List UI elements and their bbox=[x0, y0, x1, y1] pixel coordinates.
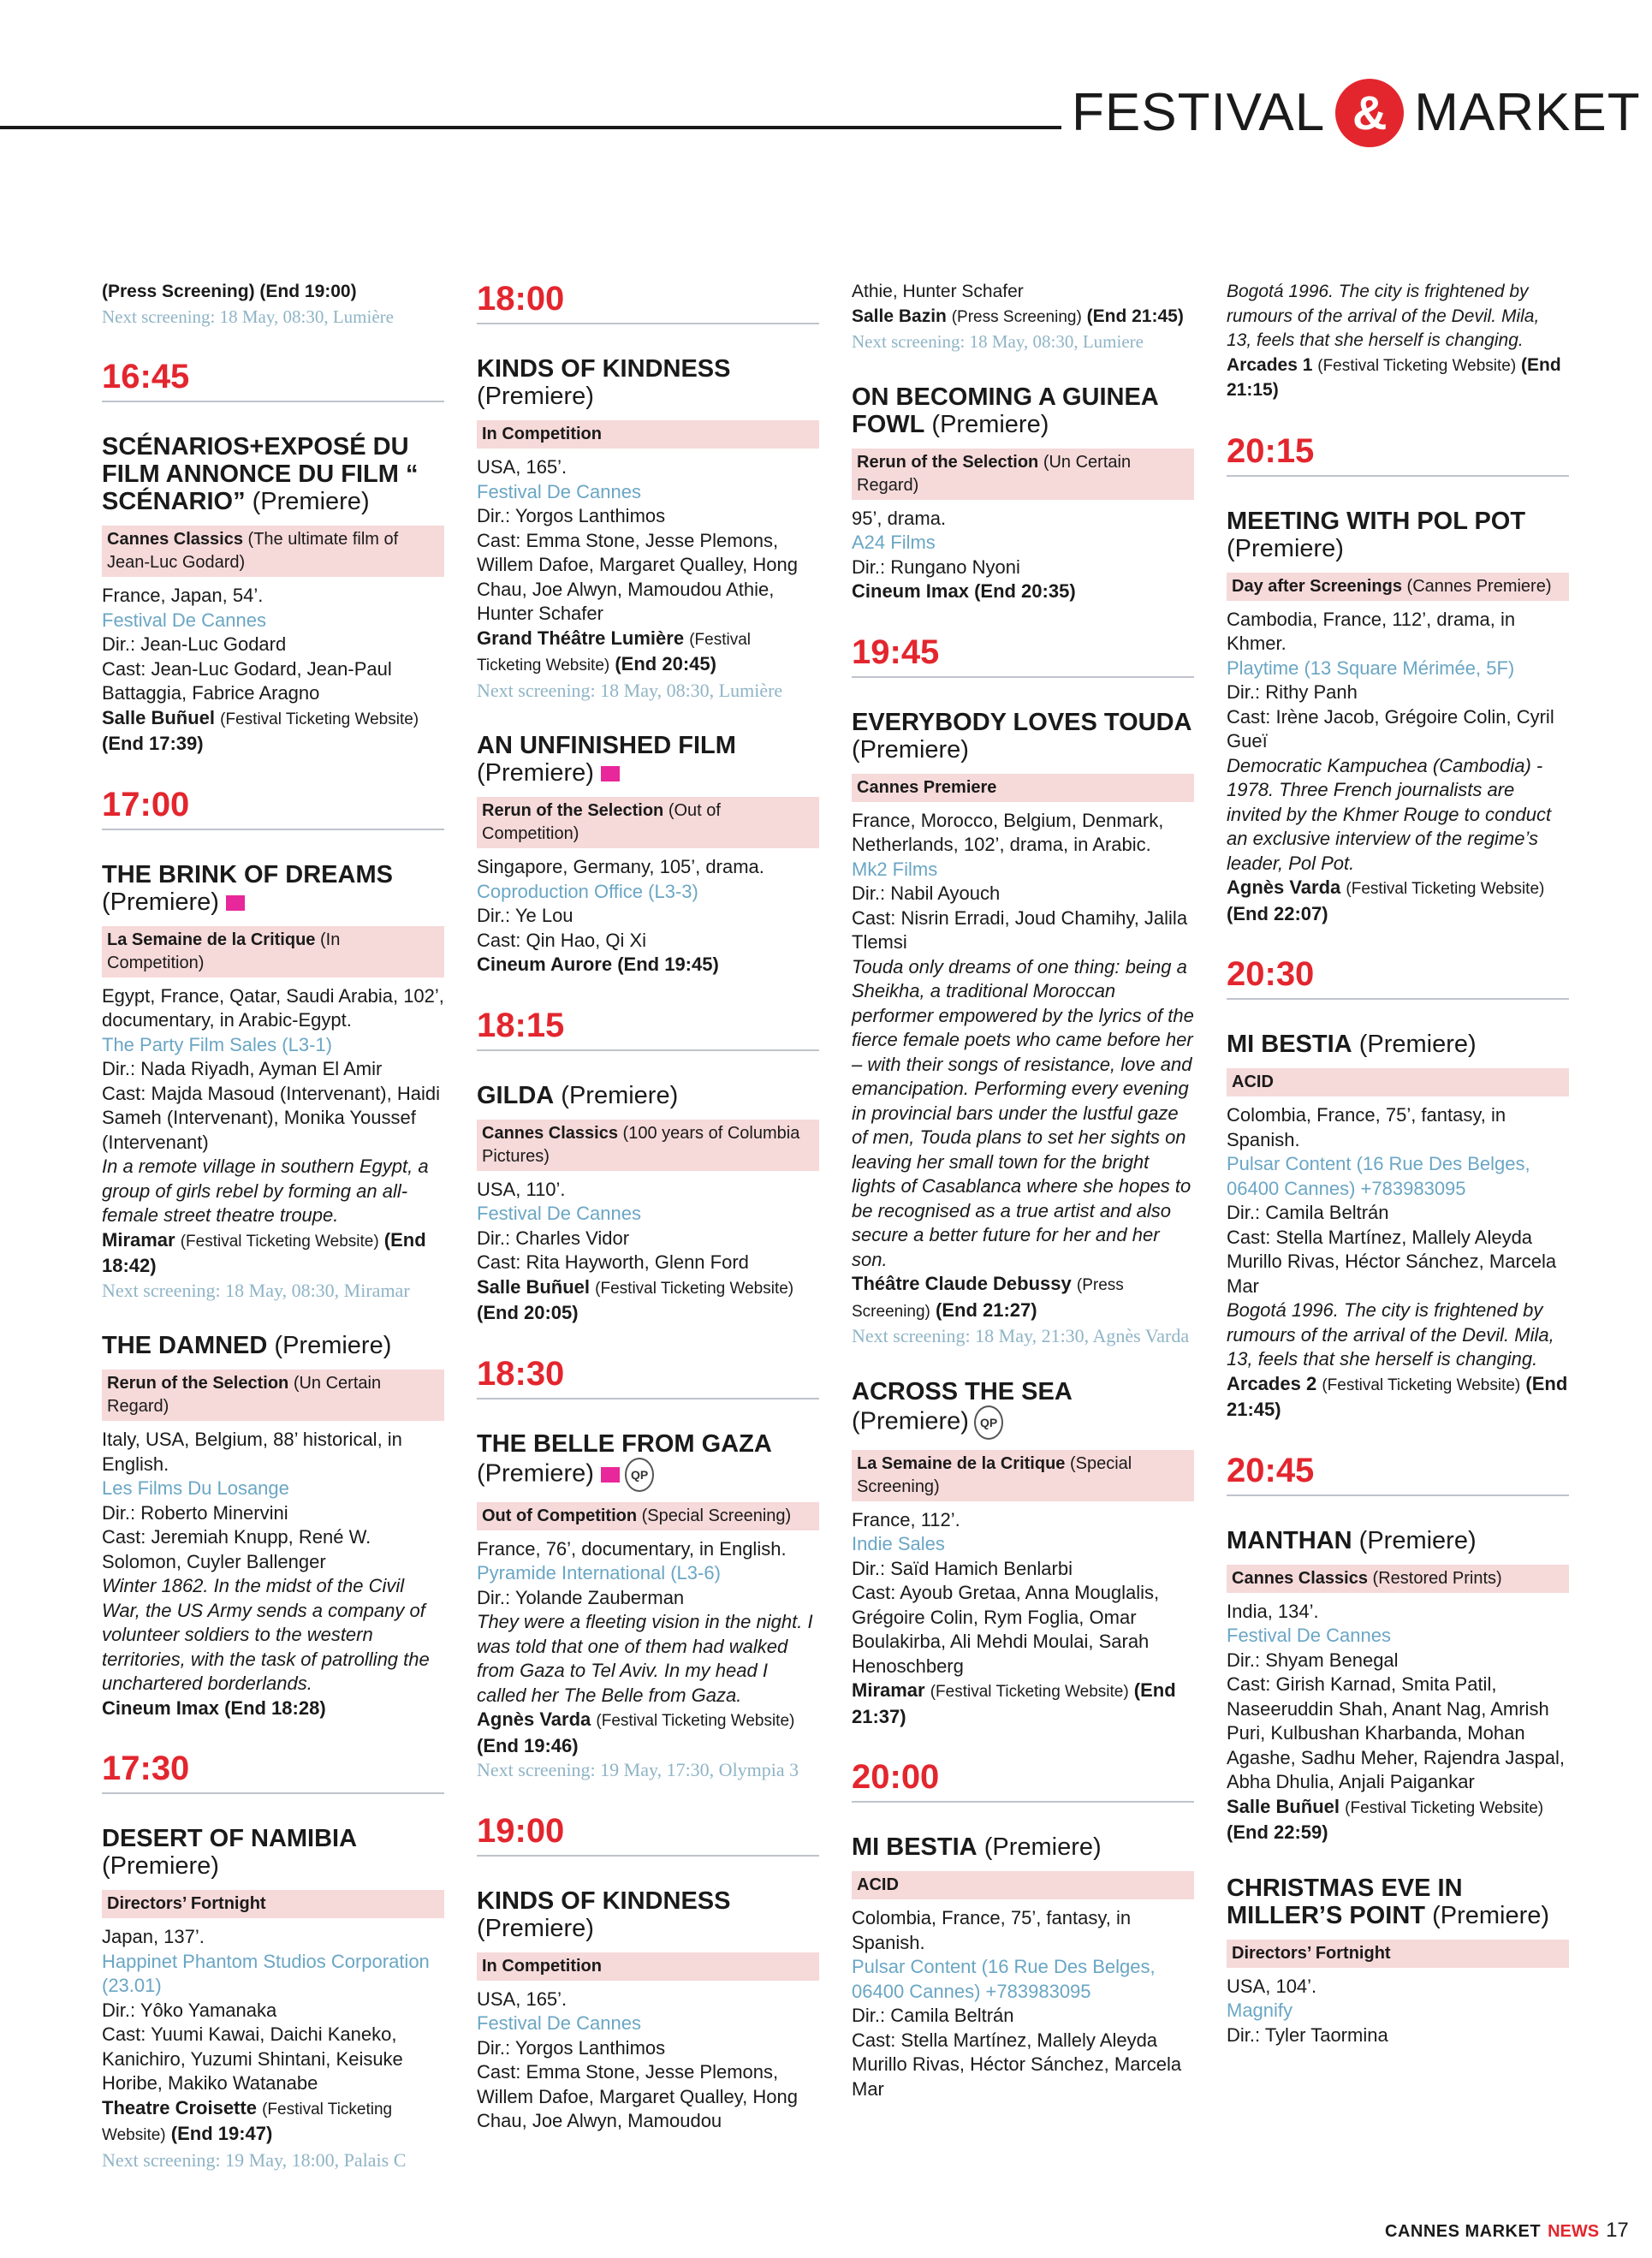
section-name: La Semaine de la Critique bbox=[107, 930, 316, 949]
section-name: ACID bbox=[1232, 1073, 1274, 1091]
film-synopsis: Touda only dreams of one thing: being a Sheikha, a traditional Moroccan performer empowered by the lyrics of the fierce female poets who came before her – with their songs of resistance, love and emancipation. Performing every evening in provincial bars under the lustful gaze of men, Touda plans to set her sights on leaving her small town for the bright lights of Casablanca where she hopes to be recognised as a true artist and also secure a better future for her and her son. bbox=[852, 955, 1194, 1270]
sales-company-link: Mk2 Films bbox=[852, 858, 938, 880]
pink-marker-icon bbox=[226, 895, 245, 911]
section-bar bbox=[477, 1952, 819, 1981]
next-screening: Next screening: 19 May, 18:00, Palais C bbox=[102, 2148, 407, 2171]
film-entry bbox=[1227, 508, 1569, 927]
section-bar bbox=[852, 1450, 1194, 1501]
section-name: Rerun of the Selection bbox=[482, 801, 664, 820]
end-time: (End 18:42) bbox=[102, 1228, 426, 1276]
film-title-line bbox=[102, 1825, 444, 1880]
premiere-label: (Premiere) bbox=[477, 759, 594, 787]
film-director: Dir.: Shyam Benegal bbox=[1227, 1649, 1399, 1671]
screening-venue-line bbox=[102, 1696, 444, 1721]
ampersand-badge: & bbox=[1335, 79, 1404, 147]
pink-marker-icon bbox=[601, 1467, 620, 1483]
film-director: Dir.: Nada Riyadh, Ayman El Amir bbox=[102, 1058, 383, 1079]
film-director: Dir.: Charles Vidor bbox=[477, 1227, 630, 1249]
film-entry bbox=[852, 1833, 1194, 2101]
film-title-line bbox=[102, 1332, 444, 1359]
screening-venue-line bbox=[102, 706, 444, 757]
section-note: (Out of Competition) bbox=[482, 801, 721, 843]
premiere-label: (Premiere) bbox=[477, 1459, 594, 1488]
premiere-label: (Premiere) bbox=[1358, 1526, 1477, 1554]
film-title-line bbox=[1227, 1031, 1569, 1058]
section-note: (Cannes Premiere) bbox=[1406, 576, 1552, 596]
next-screening: Next screening: 19 May, 17:30, Olympia 3 bbox=[477, 1759, 799, 1780]
film-director: Dir.: Nabil Ayouch bbox=[852, 882, 1001, 904]
film-info: Cambodia, France, 112’, drama, in Khmer. bbox=[1227, 608, 1516, 654]
film-entry bbox=[1227, 1527, 1569, 1845]
film-entry bbox=[1227, 1875, 1569, 2048]
section-bar bbox=[1227, 1565, 1569, 1593]
screening-venue-line bbox=[102, 280, 444, 305]
sales-company-link: Magnify bbox=[1227, 2000, 1293, 2021]
film-director: Dir.: Yolande Zauberman bbox=[477, 1586, 685, 1608]
venue-name: Arcades 2 bbox=[1227, 1372, 1317, 1394]
film-synopsis: They were a fleeting vision in the night. I was told that one of them had walked from Gaza to Tel Aviv. In my head I called her The Belle from Gaza. bbox=[477, 1611, 813, 1706]
film-title-line bbox=[1227, 508, 1569, 562]
premiere-label: (Premiere) bbox=[1432, 1901, 1550, 1929]
film-cast: Cast: Stella Martínez, Mallely Aleyda Murillo Rivas, Héctor Sánchez, Marcela Mar bbox=[1227, 1226, 1557, 1297]
film-director: Dir.: Tyler Taormina bbox=[1227, 2023, 1388, 2046]
screening-venue-line bbox=[852, 1272, 1194, 1324]
sales-company-link: Happinet Phantom Studios Corporation (23.01) bbox=[102, 1950, 430, 1996]
footer-brand: CANNES MARKET bbox=[1385, 2222, 1542, 2241]
section-name: Cannes Classics bbox=[482, 1123, 618, 1143]
premiere-label: (Premiere) bbox=[477, 1914, 594, 1942]
film-title-line bbox=[852, 1378, 1194, 1440]
screening-venue-line bbox=[852, 579, 1194, 604]
film-title: EVERYBODY LOVES TOUDA bbox=[852, 708, 1192, 736]
sales-company-link: Pulsar Content (16 Rue Des Belges, 06400 Cannes) +783983095 bbox=[1227, 1153, 1530, 1199]
time-slot-heading: 17:00 bbox=[102, 786, 444, 830]
column-3 bbox=[852, 280, 1194, 2130]
section-name: Cannes Premiere bbox=[857, 777, 997, 797]
film-entry bbox=[852, 383, 1194, 604]
premiere-label: (Premiere) bbox=[252, 488, 370, 515]
film-title: MANTHAN bbox=[1227, 1526, 1352, 1554]
venue-name: Theatre Croisette bbox=[102, 2096, 257, 2118]
venue-name: Cineum Imax bbox=[102, 1696, 219, 1719]
film-cast: Cast: Nisrin Erradi, Joud Chamihy, Jalila Tlemsi bbox=[852, 906, 1188, 953]
screening-venue-line bbox=[1227, 1795, 1569, 1845]
venue-name: Théâtre Claude Debussy bbox=[852, 1273, 1072, 1294]
film-entry bbox=[477, 1082, 819, 1326]
time-slot-heading: 19:45 bbox=[852, 633, 1194, 678]
venue-note: (Festival Ticketing Website) bbox=[180, 1232, 379, 1251]
section-name: Rerun of the Selection bbox=[107, 1374, 289, 1393]
film-synopsis: In a remote village in southern Egypt, a group of girls rebel by forming an all-female street theatre troupe. bbox=[102, 1156, 429, 1226]
end-time: (End 17:39) bbox=[102, 733, 204, 754]
queer-palm-icon: QP bbox=[625, 1458, 654, 1492]
time-slot-heading: 16:45 bbox=[102, 358, 444, 402]
section-name: ACID bbox=[857, 1875, 899, 1894]
film-director: Dir.: Yorgos Lanthimos bbox=[477, 505, 666, 526]
sales-company-link: Playtime (13 Square Mérimée, 5F) bbox=[1227, 657, 1515, 679]
sales-company-link: Indie Sales bbox=[852, 1533, 945, 1554]
sales-company-link: Festival De Cannes bbox=[102, 609, 266, 631]
film-title-line bbox=[852, 383, 1194, 438]
section-name: Directors’ Fortnight bbox=[107, 1894, 266, 1913]
premiere-label: (Premiere) bbox=[931, 410, 1049, 438]
section-note: (Special Screening) bbox=[641, 1506, 792, 1525]
film-cast: Cast: Stella Martínez, Mallely Aleyda Murillo Rivas, Héctor Sánchez, Marcela Mar bbox=[852, 2029, 1182, 2100]
next-screening: Next screening: 18 May, 08:30, Miramar bbox=[102, 1279, 410, 1301]
section-bar bbox=[852, 449, 1194, 500]
film-director: Dir.: Yorgos Lanthimos bbox=[477, 2036, 666, 2059]
film-director: Dir.: Rithy Panh bbox=[1227, 681, 1358, 703]
film-entry bbox=[852, 1378, 1194, 1730]
time-slot-heading: 18:30 bbox=[477, 1355, 819, 1399]
next-screening: Next screening: 18 May, 08:30, Lumière bbox=[102, 306, 394, 327]
film-info: 95’, drama. bbox=[852, 507, 947, 529]
venue-name: Agnès Varda bbox=[477, 1708, 591, 1730]
premiere-label: (Premiere) bbox=[102, 888, 219, 916]
section-bar bbox=[102, 1890, 444, 1918]
section-header bbox=[1072, 79, 1641, 147]
end-time: (End 21:37) bbox=[852, 1679, 1176, 1727]
continued-entry bbox=[1227, 280, 1569, 403]
continued-synopsis: Bogotá 1996. The city is frightened by rumours of the arrival of the Devil. Mila, 13, feels that she herself is changing. bbox=[1227, 282, 1540, 350]
film-cast: Cast: Emma Stone, Jesse Plemons, Willem Dafoe, Margaret Qualley, Hong Chau, Joe Alwyn, Mamoudou bbox=[477, 2061, 798, 2131]
film-title-line bbox=[852, 709, 1194, 764]
section-name: Rerun of the Selection bbox=[857, 452, 1039, 472]
film-director: Dir.: Camila Beltrán bbox=[852, 2005, 1014, 2026]
section-bar bbox=[477, 1120, 819, 1171]
film-entry bbox=[477, 732, 819, 977]
end-time: (End 18:28) bbox=[224, 1696, 326, 1719]
next-screening: Next screening: 18 May, 08:30, Lumiere bbox=[852, 331, 1144, 352]
film-synopsis: Winter 1862. In the midst of the Civil War, the US Army sends a company of volunteer soldiers to the western territories, with the task of patrolling the unchartered borderlands. bbox=[102, 1575, 430, 1694]
venue-note: (Press Screening) bbox=[951, 307, 1082, 326]
film-title: KINDS OF KINDNESS bbox=[477, 1887, 731, 1915]
film-entry bbox=[102, 1825, 444, 2172]
film-cast: Cast: Yuumi Kawai, Daichi Kaneko, Kanichiro, Yuzumi Shintani, Keisuke Horibe, Makiko Watanabe bbox=[102, 2023, 403, 2094]
film-director: Dir.: Roberto Minervini bbox=[102, 1501, 288, 1524]
screening-venue-line bbox=[477, 627, 819, 679]
section-note: (In Competition) bbox=[107, 930, 341, 972]
premiere-label: (Premiere) bbox=[852, 1407, 969, 1435]
film-info: Egypt, France, Qatar, Saudi Arabia, 102’, documentary, in Arabic-Egypt. bbox=[102, 984, 444, 1031]
film-info: Colombia, France, 75’, fantasy, in Spanish. bbox=[852, 1907, 1132, 1953]
film-info: Japan, 137’. bbox=[102, 1926, 205, 1947]
section-name: Out of Competition bbox=[482, 1506, 638, 1525]
section-name: Day after Screenings bbox=[1232, 576, 1402, 596]
end-time: (End 21:27) bbox=[936, 1298, 1037, 1321]
film-title: AN UNFINISHED FILM bbox=[477, 732, 736, 759]
section-bar bbox=[102, 1370, 444, 1421]
sales-company-link: Les Films Du Losange bbox=[102, 1477, 289, 1499]
venue-note: (Festival Ticketing Website) bbox=[477, 630, 751, 674]
section-name: In Competition bbox=[482, 425, 602, 443]
venue-note: (Festival Ticketing Website) bbox=[1346, 880, 1545, 898]
venue-name: Salle Buñuel bbox=[477, 1275, 591, 1298]
section-note: (100 years of Columbia Pictures) bbox=[482, 1123, 800, 1166]
film-info: France, 112’. bbox=[852, 1508, 960, 1530]
venue-note: (Festival Ticketing Website) bbox=[1317, 356, 1517, 375]
venue-note: (Festival Ticketing Website) bbox=[102, 2100, 393, 2144]
film-director: Dir.: Jean-Luc Godard bbox=[102, 633, 287, 655]
section-bar bbox=[477, 797, 819, 848]
film-title: KINDS OF KINDNESS bbox=[477, 355, 731, 383]
time-slot-heading: 17:30 bbox=[102, 1750, 444, 1794]
screening-venue-line bbox=[102, 1228, 444, 1279]
screening-venue-line bbox=[102, 2096, 444, 2148]
premiere-label: (Premiere) bbox=[1358, 1031, 1477, 1058]
film-title: MEETING WITH POL POT bbox=[1227, 507, 1526, 535]
section-name: Directors’ Fortnight bbox=[1232, 1943, 1391, 1963]
film-cast: Cast: Irène Jacob, Grégoire Colin, Cyril Gueï bbox=[1227, 705, 1554, 752]
film-title: MI BESTIA bbox=[1227, 1031, 1352, 1058]
sales-company-link: Festival De Cannes bbox=[477, 480, 641, 502]
header-word-festival: FESTIVAL bbox=[1072, 83, 1326, 142]
venue-name: Salle Buñuel bbox=[102, 706, 216, 728]
premiere-label: (Premiere) bbox=[102, 1852, 219, 1880]
section-bar bbox=[102, 926, 444, 977]
sales-company-link: Festival De Cannes bbox=[477, 1203, 641, 1224]
end-time: (End 20:05) bbox=[477, 1302, 579, 1323]
film-director: Dir.: Saïd Hamich Benlarbi bbox=[852, 1557, 1073, 1579]
end-time: (End 22:07) bbox=[1227, 902, 1328, 924]
film-entry bbox=[477, 1430, 819, 1783]
film-title-line bbox=[477, 355, 819, 410]
film-title: THE BRINK OF DREAMS bbox=[102, 860, 393, 888]
film-title: GILDA bbox=[477, 1081, 555, 1109]
film-cast: Cast: Qin Hao, Qi Xi bbox=[477, 929, 647, 951]
venue-name: Miramar bbox=[102, 1228, 175, 1251]
pink-marker-icon bbox=[601, 766, 620, 781]
film-title: CHRISTMAS EVE IN MILLER’S POINT bbox=[1227, 1874, 1463, 1929]
premiere-label: (Premiere) bbox=[1227, 534, 1344, 562]
footer-news: NEWS bbox=[1548, 2222, 1600, 2241]
section-name: La Semaine de la Critique bbox=[857, 1453, 1066, 1473]
premiere-label: (Premiere) bbox=[274, 1332, 392, 1359]
film-title: MI BESTIA bbox=[852, 1833, 978, 1861]
venue-note: (Festival Ticketing Website) bbox=[1322, 1376, 1521, 1394]
column-2 bbox=[477, 280, 819, 2163]
time-slot-heading: 20:30 bbox=[1227, 955, 1569, 1000]
film-entry bbox=[852, 709, 1194, 1349]
film-info: USA, 110’. bbox=[477, 1178, 566, 1200]
time-slot-heading: 18:15 bbox=[477, 1007, 819, 1051]
film-entry bbox=[477, 355, 819, 703]
film-title-line bbox=[1227, 1527, 1569, 1554]
end-time: (End 19:45) bbox=[617, 954, 719, 975]
film-info: India, 134’. bbox=[1227, 1600, 1319, 1622]
film-cast: Cast: Rita Hayworth, Glenn Ford bbox=[477, 1251, 749, 1273]
film-title-line bbox=[477, 1887, 819, 1942]
section-note: (Special Screening) bbox=[857, 1453, 1132, 1496]
film-title-line bbox=[102, 861, 444, 916]
section-bar bbox=[1227, 1068, 1569, 1096]
column-4 bbox=[1227, 280, 1569, 2077]
next-screening: Next screening: 18 May, 21:30, Agnès Varda bbox=[852, 1325, 1190, 1346]
section-bar bbox=[852, 1871, 1194, 1899]
film-info: France, Morocco, Belgium, Denmark, Netherlands, 102’, drama, in Arabic. bbox=[852, 809, 1164, 855]
film-director: Dir.: Rungano Nyoni bbox=[852, 556, 1020, 578]
film-title-line bbox=[102, 433, 444, 515]
film-cast: Cast: Jeremiah Knupp, René W. Solomon, Cuyler Ballenger bbox=[102, 1526, 371, 1572]
section-note: (The ultimate film of Jean-Luc Godard) bbox=[107, 530, 399, 572]
section-bar bbox=[1227, 573, 1569, 601]
venue-note: (Festival Ticketing Website) bbox=[596, 1712, 795, 1730]
sales-company-link: Coproduction Office (L3-3) bbox=[477, 880, 698, 902]
end-time: (End 22:59) bbox=[1227, 1821, 1328, 1843]
end-time: (End 21:45) bbox=[1227, 1372, 1568, 1420]
screening-venue-line bbox=[852, 1679, 1194, 1729]
sales-company-link: Festival De Cannes bbox=[477, 2012, 641, 2034]
section-bar bbox=[1227, 1940, 1569, 1968]
end-time: (End 19:47) bbox=[170, 2123, 273, 2144]
venue-note: (Festival Ticketing Website) bbox=[1345, 1798, 1544, 1817]
film-cast: Cast: Majda Masoud (Intervenant), Haidi Sameh (Intervenant), Monika Youssef (Intervenant) bbox=[102, 1082, 440, 1153]
film-title: ON BECOMING A GUINEA FOWL bbox=[852, 383, 1158, 438]
section-note: (Un Certain Regard) bbox=[857, 452, 1132, 495]
page-footer bbox=[1385, 2219, 1629, 2243]
film-synopsis: Bogotá 1996. The city is frightened by rumours of the arrival of the Devil. Mila, 13, feels that she herself is changing. bbox=[1227, 1299, 1554, 1370]
continued-entry bbox=[102, 280, 444, 329]
film-info: France, 76’, documentary, in English. bbox=[477, 1537, 787, 1560]
time-slot-heading: 20:00 bbox=[852, 1758, 1194, 1803]
screening-venue-line bbox=[1227, 876, 1569, 926]
end-time: (End 21:45) bbox=[1086, 306, 1184, 326]
section-bar bbox=[477, 420, 819, 449]
film-title-line bbox=[477, 732, 819, 787]
column-1 bbox=[102, 280, 444, 2202]
time-slot-heading: 18:00 bbox=[477, 280, 819, 324]
time-slot-heading: 20:45 bbox=[1227, 1452, 1569, 1496]
section-note: (Restored Prints) bbox=[1372, 1568, 1502, 1588]
screening-venue-line bbox=[1227, 1372, 1569, 1423]
film-entry bbox=[102, 433, 444, 757]
section-bar bbox=[852, 774, 1194, 802]
next-screening: Next screening: 18 May, 08:30, Lumière bbox=[477, 679, 783, 701]
premiere-label: (Premiere) bbox=[477, 383, 594, 410]
venue-name: Cineum Imax bbox=[852, 580, 969, 602]
screening-venue-line bbox=[477, 1275, 819, 1326]
film-title-line bbox=[1227, 1875, 1569, 1929]
page-number: 17 bbox=[1606, 2219, 1629, 2242]
venue-name: Miramar bbox=[852, 1679, 925, 1701]
section-name: Cannes Classics bbox=[107, 530, 243, 549]
film-title-line bbox=[477, 1082, 819, 1109]
premiere-label: (Premiere) bbox=[852, 735, 969, 764]
film-title: SCÉNARIOS+EXPOSÉ DU FILM ANNONCE DU FILM “ SCÉNARIO” bbox=[102, 433, 419, 515]
film-cast: Cast: Emma Stone, Jesse Plemons, Willem Dafoe, Margaret Qualley, Hong Chau, Joe Alwyn, Mamoudou Athie, Hunter Schafer bbox=[477, 529, 798, 624]
end-time: (End 20:45) bbox=[615, 653, 716, 674]
film-entry bbox=[477, 1887, 819, 2134]
sales-company-link: Festival De Cannes bbox=[1227, 1625, 1391, 1646]
film-cast: Cast: Ayoub Gretaa, Anna Mouglalis, Grégoire Colin, Rym Foglia, Omar Boulakirba, Ali Mehdi Moulai, Sarah Henoschberg bbox=[852, 1582, 1160, 1677]
end-time: (End 21:15) bbox=[1227, 354, 1561, 400]
film-cast: Cast: Jean-Luc Godard, Jean-Paul Battaggia, Fabrice Aragno bbox=[102, 657, 392, 704]
film-entry bbox=[102, 861, 444, 1304]
venue-name: Cineum Aurore bbox=[477, 954, 613, 975]
queer-palm-icon: QP bbox=[974, 1405, 1003, 1440]
film-title: DESERT OF NAMIBIA bbox=[102, 1825, 358, 1852]
film-cast: Cast: Girish Karnad, Smita Patil, Naseeruddin Shah, Anant Nag, Amrish Puri, Kulbushan Kharbanda, Mohan Agashe, Sadhu Meher, Rajendra Jaspal, Abha Dhulia, Anjali Paigankar bbox=[1227, 1673, 1566, 1792]
venue-name: (Press Screening) (End 19:00) bbox=[102, 282, 357, 301]
section-name: In Competition bbox=[482, 1956, 602, 1976]
film-info: Italy, USA, Belgium, 88’ historical, in English. bbox=[102, 1429, 402, 1475]
end-time: (End 20:35) bbox=[974, 580, 1076, 602]
film-info: USA, 165’. bbox=[477, 456, 568, 478]
premiere-label: (Premiere) bbox=[561, 1081, 679, 1109]
film-director: Dir.: Yôko Yamanaka bbox=[102, 1999, 277, 2021]
venue-note: (Festival Ticketing Website) bbox=[220, 710, 419, 728]
venue-name: Grand Théâtre Lumière bbox=[477, 627, 685, 649]
film-title-line bbox=[477, 1430, 819, 1492]
film-synopsis: Democratic Kampuchea (Cambodia) - 1978. Three French journalists are invited by the Khmer Rouge to conduct an exclusive interview of the regime’s leader, Pol Pot. bbox=[1227, 754, 1552, 874]
film-title: THE BELLE FROM GAZA bbox=[477, 1429, 772, 1458]
section-name: Cannes Classics bbox=[1232, 1568, 1368, 1588]
header-rule bbox=[0, 126, 1061, 129]
film-title: THE DAMNED bbox=[102, 1332, 268, 1359]
venue-name: Salle Bazin bbox=[852, 306, 947, 326]
end-time: (End 19:46) bbox=[477, 1734, 579, 1756]
screening-venue-line bbox=[852, 305, 1194, 330]
film-info: Colombia, France, 75’, fantasy, in Spanish. bbox=[1227, 1104, 1506, 1150]
film-title: ACROSS THE SEA bbox=[852, 1377, 1073, 1405]
film-info: USA, 104’. bbox=[1227, 1975, 1317, 1997]
film-info: Singapore, Germany, 105’, drama. bbox=[477, 856, 764, 877]
sales-company-link: A24 Films bbox=[852, 532, 936, 553]
film-info: France, Japan, 54’. bbox=[102, 585, 264, 606]
screening-venue-line bbox=[1227, 354, 1569, 403]
film-entry bbox=[1227, 1031, 1569, 1423]
venue-name: Salle Buñuel bbox=[1227, 1795, 1340, 1817]
venue-note: (Press Screening) bbox=[852, 1276, 1124, 1321]
film-title-line bbox=[852, 1833, 1194, 1861]
time-slot-heading: 19:00 bbox=[477, 1812, 819, 1857]
venue-name: Arcades 1 bbox=[1227, 354, 1313, 375]
venue-note: (Festival Ticketing Website) bbox=[595, 1279, 794, 1298]
film-info: USA, 165’. bbox=[477, 1988, 568, 2010]
header-word-market: MARKET bbox=[1414, 83, 1641, 142]
film-director: Dir.: Ye Lou bbox=[477, 905, 573, 926]
section-bar bbox=[477, 1502, 819, 1530]
screening-venue-line bbox=[477, 1708, 819, 1758]
time-slot-heading: 20:15 bbox=[1227, 432, 1569, 477]
continued-cast: Athie, Hunter Schafer bbox=[852, 282, 1024, 301]
film-director: Dir.: Camila Beltrán bbox=[1227, 1202, 1389, 1223]
continued-entry bbox=[852, 280, 1194, 354]
venue-name: Agnès Varda bbox=[1227, 876, 1341, 898]
sales-company-link: The Party Film Sales (L3-1) bbox=[102, 1033, 332, 1055]
venue-note: (Festival Ticketing Website) bbox=[930, 1683, 1129, 1701]
screening-venue-line bbox=[477, 953, 819, 977]
film-entry bbox=[102, 1332, 444, 1720]
section-note: (Un Certain Regard) bbox=[107, 1374, 382, 1416]
section-bar bbox=[102, 526, 444, 577]
sales-company-link: Pyramide International (L3-6) bbox=[477, 1562, 721, 1584]
premiere-label: (Premiere) bbox=[983, 1833, 1102, 1861]
sales-company-link: Pulsar Content (16 Rue Des Belges, 06400 Cannes) +783983095 bbox=[852, 1956, 1156, 2002]
